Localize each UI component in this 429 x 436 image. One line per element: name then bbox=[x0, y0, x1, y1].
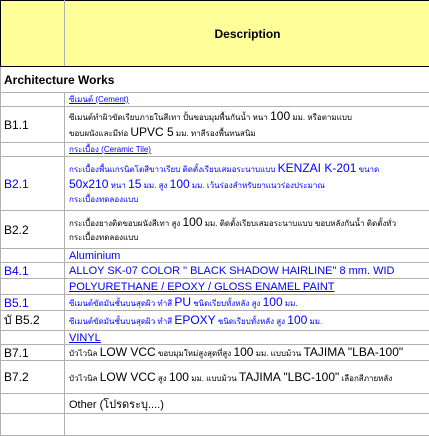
description-text: บัวไวนิล bbox=[69, 374, 100, 383]
description-text: มม. bbox=[283, 299, 298, 308]
description-value: 100 bbox=[169, 370, 189, 384]
description-text: หนา bbox=[108, 181, 128, 190]
description-text: ขอบมุมใหม่สูงสุดที่สูง bbox=[156, 349, 234, 358]
category-aluminium-cell[interactable] bbox=[65, 249, 429, 263]
description-line: กระเบื้องทดลองแบบ bbox=[69, 231, 426, 245]
description-text: กระเบื้องยางติดขอบผนังสีเทา สูง bbox=[69, 219, 182, 228]
code-cell[interactable] bbox=[1, 345, 65, 361]
code-cell[interactable] bbox=[1, 394, 65, 414]
table-row bbox=[1, 345, 429, 361]
code-cell[interactable] bbox=[1, 361, 65, 394]
description-value: TAJIMA "LBA-100" bbox=[303, 345, 403, 359]
description-value: LOW VCC bbox=[100, 345, 156, 359]
description-value: UPVC 5 bbox=[130, 125, 173, 139]
description-cell[interactable] bbox=[65, 107, 429, 143]
description-text: มม. เว้นร่องสำหรับยาแนวร่องประมาณ bbox=[190, 181, 325, 190]
description-cell[interactable] bbox=[65, 157, 429, 211]
description-text: มม. แบบม้วน bbox=[189, 374, 239, 383]
item-code: B2.1 bbox=[4, 177, 29, 191]
category-vinyl-cell[interactable] bbox=[65, 331, 429, 345]
description-text: เลือกสีภายหลัง bbox=[339, 374, 392, 383]
table-row bbox=[1, 263, 429, 279]
code-cell[interactable] bbox=[1, 93, 65, 107]
description-text: มม. ติดตั้งเรียบเสมอระนาบแบบ ขอบหลังกันน้ำ ติดตั้งทั่ว bbox=[203, 219, 397, 228]
code-cell[interactable] bbox=[1, 249, 65, 263]
category-cement: ซีเมนต์ (Cement) bbox=[69, 95, 129, 104]
description-text: มม. สูง bbox=[141, 181, 169, 190]
table-row bbox=[1, 394, 429, 414]
table-row bbox=[1, 249, 429, 263]
description-cell[interactable] bbox=[65, 345, 429, 361]
description-value: 100 bbox=[233, 345, 253, 359]
table-row bbox=[1, 414, 429, 436]
description-text: ALLOY SK-07 COLOR " BLACK SHADOW HAIRLINE" 8 mm. WID bbox=[69, 265, 394, 277]
description-header: Description bbox=[214, 27, 280, 41]
description-text: ชนิดเรียบทั้งหลัง สูง bbox=[191, 299, 263, 308]
item-code: B5.1 bbox=[4, 296, 29, 310]
section-title-cell[interactable] bbox=[1, 67, 429, 93]
category-ceramic-cell[interactable] bbox=[65, 143, 429, 157]
description-value: 100 bbox=[182, 215, 202, 229]
item-code: บั B5.2 bbox=[4, 313, 40, 327]
description-line bbox=[69, 109, 426, 125]
table-row bbox=[1, 93, 429, 107]
item-code: B7.2 bbox=[4, 370, 29, 384]
description-cell[interactable] bbox=[65, 311, 429, 331]
table-row bbox=[1, 279, 429, 295]
header-description-cell[interactable] bbox=[65, 1, 429, 67]
table-row bbox=[1, 143, 429, 157]
item-code: B2.2 bbox=[4, 223, 29, 237]
description-cell[interactable] bbox=[65, 263, 429, 279]
code-cell[interactable] bbox=[1, 331, 65, 345]
category-vinyl: VINYL bbox=[69, 332, 101, 344]
description-value: KENZAI K-201 bbox=[278, 161, 357, 175]
description-text: มม. แบบม้วน bbox=[253, 349, 303, 358]
code-cell[interactable] bbox=[1, 295, 65, 311]
category-paint: POLYURETHANE / EPOXY / GLOSS ENAMEL PAINT bbox=[69, 281, 335, 293]
table-row bbox=[1, 157, 429, 211]
category-aluminium: Aluminium bbox=[69, 250, 120, 262]
description-line bbox=[69, 177, 426, 193]
description-value: 100 bbox=[170, 177, 190, 191]
description-text: มม. ทาสีรองพื้นทนสนิม bbox=[174, 129, 256, 138]
category-cement-cell[interactable] bbox=[65, 93, 429, 107]
description-line bbox=[69, 215, 426, 231]
table-row bbox=[1, 211, 429, 249]
description-text: ขนาด bbox=[356, 165, 379, 174]
description-line bbox=[69, 161, 426, 177]
table-row bbox=[1, 295, 429, 311]
description-text: ซีเมนต์ทำผิวขัดเรียบภายในสีเทา ปั้นขอบมุมพื้นกันน้ำ หนา bbox=[69, 113, 270, 122]
header-code-cell[interactable] bbox=[1, 1, 65, 67]
description-line: กระเบื้องทดลองแบบ bbox=[69, 193, 426, 207]
description-text: สูง bbox=[156, 374, 169, 383]
description-value: 100 bbox=[263, 295, 283, 309]
item-code: B7.1 bbox=[4, 346, 29, 360]
description-value: TAJIMA "LBC-100" bbox=[239, 370, 339, 384]
description-value: 15 bbox=[128, 177, 141, 191]
table-row bbox=[1, 361, 429, 394]
description-value: 100 bbox=[270, 109, 290, 123]
description-value: 50x210 bbox=[69, 177, 108, 191]
code-cell[interactable] bbox=[1, 279, 65, 295]
category-ceramic: กระเบื้อง (Ceramic Tile) bbox=[69, 145, 151, 154]
code-cell[interactable] bbox=[1, 263, 65, 279]
table-row bbox=[1, 107, 429, 143]
header-row bbox=[1, 1, 429, 67]
code-cell[interactable] bbox=[1, 143, 65, 157]
code-cell[interactable] bbox=[1, 107, 65, 143]
description-value: LOW VCC bbox=[100, 370, 156, 384]
table-row bbox=[1, 311, 429, 331]
code-cell[interactable] bbox=[1, 157, 65, 211]
description-text: บัวไวนิล bbox=[69, 349, 100, 358]
description-value: 100 bbox=[287, 313, 307, 327]
description-text: ขอบผนังและมีท่อ bbox=[69, 129, 130, 138]
item-code: B1.1 bbox=[4, 118, 29, 132]
table-row bbox=[1, 331, 429, 345]
category-paint-cell[interactable] bbox=[65, 279, 429, 295]
empty-cell[interactable] bbox=[65, 414, 429, 436]
description-cell[interactable] bbox=[65, 211, 429, 249]
description-value: EPOXY bbox=[174, 313, 215, 327]
other-text: Other (โปรดระบุ....) bbox=[69, 399, 164, 411]
other-cell[interactable] bbox=[65, 394, 429, 414]
description-text: ซีเมนต์ขัดมันชั้นบนสุดผิว ทำสี bbox=[69, 299, 174, 308]
description-text: มม. bbox=[307, 317, 322, 326]
description-cell[interactable] bbox=[65, 361, 429, 394]
description-cell[interactable] bbox=[65, 295, 429, 311]
description-text: มม. หรือตามแบบ bbox=[290, 113, 352, 122]
section-title: Architecture Works bbox=[4, 73, 114, 87]
code-cell[interactable] bbox=[1, 414, 65, 436]
description-value: PU bbox=[174, 295, 191, 309]
code-cell[interactable] bbox=[1, 311, 65, 331]
code-cell[interactable] bbox=[1, 211, 65, 249]
item-code: B4.1 bbox=[4, 264, 29, 278]
description-line bbox=[69, 125, 426, 141]
description-text: ชนิดเรียบทั้งหลัง สูง bbox=[216, 317, 288, 326]
description-text: กระเบื้องพื้นแกรนิตโตสีขาวเรียบ ติดตั้งเรียบเสมอระนาบแบบ bbox=[69, 165, 278, 174]
section-row bbox=[1, 67, 429, 93]
description-text: ซีเมนต์ขัดมันชั้นบนสุดผิว ทำสี bbox=[69, 317, 174, 326]
